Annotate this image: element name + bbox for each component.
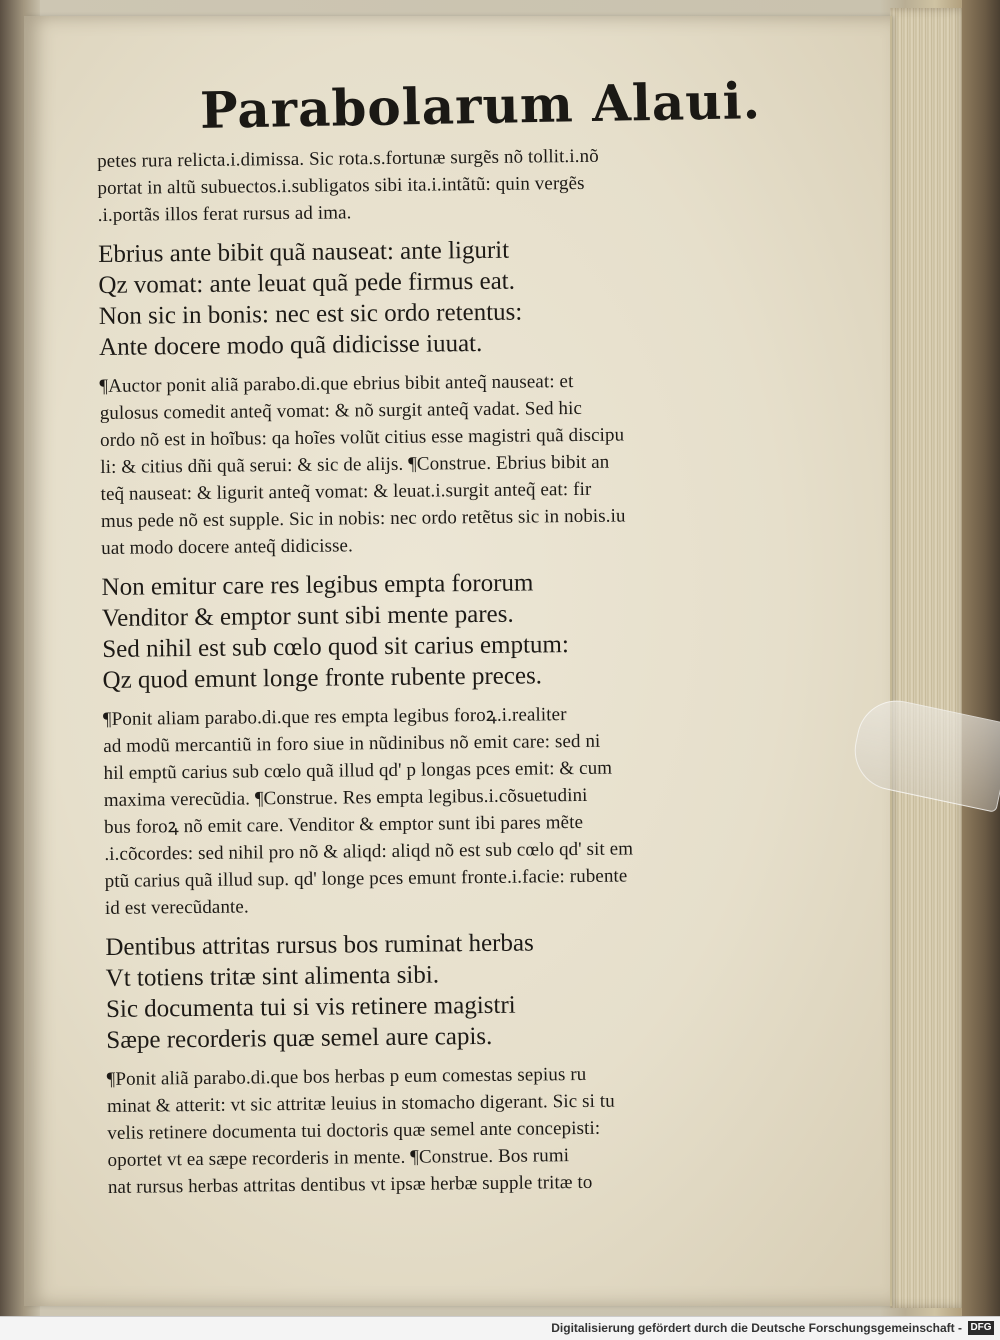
commentary-line: ptũ carius quã illud sup. qd' longe pces emunt fronte.i.facie: rubente [104, 865, 628, 892]
commentary-block [97, 141, 738, 229]
page-title: Parabolarum Alaui. [199, 71, 762, 140]
commentary-line: id est verecũdante. [104, 896, 249, 919]
commentary-block [99, 366, 741, 562]
commentary-line: oportet vt ea sæpe recorderis in mente. ¶Construe. Bos rumi [107, 1145, 570, 1171]
commentary-block [103, 699, 745, 922]
digitization-footer [0, 1316, 1000, 1340]
commentary-line: mus pede nõ est supple. Sic in nobis: nec ordo retẽtus sic in nobis.iu [100, 505, 626, 532]
verse-line: Non emitur care res legibus empta fororum [101, 569, 534, 601]
verse-block [98, 232, 739, 363]
verse-line: Qz vomat: ante leuat quã pede firmus eat. [98, 267, 516, 299]
commentary-line: minat & atterit: vt sic attritæ leuius in stomacho digerant. Sic si tu [106, 1090, 615, 1117]
commentary-block [107, 1059, 748, 1201]
verse-line: Dentibus attritas rursus bos ruminat herbas [105, 929, 534, 961]
commentary-line: portat in altũ subuectos.i.subligatos sibi ita.i.intãtũ: quin vergẽs [97, 172, 585, 199]
page-text [97, 141, 748, 1201]
verse-line: Sed nihil est sub cœlo quod sit carius emptum: [102, 631, 570, 663]
commentary-line: petes rura relicta.i.dimissa. Sic rota.s.fortunæ surgẽs nõ tollit.i.nõ [97, 145, 599, 172]
page-edges [890, 8, 970, 1308]
verse-block [101, 565, 742, 696]
commentary-line: gulosus comedit anteq̃ vomat: & nõ surgit anteq̃ vadat. Sed hic [99, 397, 583, 424]
commentary-line: li: & citius dñi quã serui: & sic de alijs. ¶Construe. Ebrius bibit an [100, 451, 610, 478]
commentary-line: .i.cõcordes: sed nihil pro nõ & aliqd: aliqd nõ est sub cœlo qd' sit em [104, 838, 634, 865]
commentary-line: .i.portãs illos ferat rursus ad ima. [97, 202, 352, 226]
footer-credit: Digitalisierung gefördert durch die Deutsche Forschungsgemeinschaft - [551, 1321, 962, 1335]
verse-line: Qz quod emunt longe fronte rubente preces. [102, 662, 543, 694]
verse-line: Ante docere modo quã didicisse iuuat. [98, 329, 483, 361]
commentary-line: maxima verecũdia. ¶Construe. Res empta legibus.i.cõsuetudini [103, 784, 588, 811]
commentary-line: nat rursus herbas attritas dentibus vt ipsæ herbæ supple tritæ to [107, 1171, 593, 1198]
commentary-line: teq̃ nauseat: & ligurit anteq̃ vomat: & leuat.i.surgit anteq̃ eat: fir [100, 478, 592, 505]
commentary-line: ad modũ mercantiũ in foro siue in nũdinibus nõ emit care: sed ni [103, 730, 601, 757]
verse-line: Venditor & emptor sunt sibi mente pares. [101, 600, 514, 632]
book-cover-edge [962, 0, 1000, 1316]
verse-line: Sæpe recorderis quæ semel aure capis. [106, 1022, 493, 1054]
verse-line: Vt totiens tritæ sint alimenta sibi. [105, 961, 440, 992]
verse-block [105, 925, 746, 1056]
commentary-line: bus foroꝝ nõ emit care. Venditor & emptor sunt ibi pares mẽte [104, 811, 584, 838]
commentary-line: velis retinere documenta tui doctoris quæ semel ante concepisti: [107, 1117, 601, 1144]
verse-line: Ebrius ante bibit quã nauseat: ante ligurit [97, 236, 510, 268]
commentary-line: uat modo docere anteq̃ didicisse. [101, 535, 353, 559]
commentary-line: hil emptũ carius sub cœlo quã illud qd' p longas pces emit: & cum [103, 757, 613, 784]
commentary-line: ordo nõ est in hoĩbus: qa hoĩes volũt citius esse magistri quã discipu [99, 424, 625, 451]
verse-line: Sic documenta tui si vis retinere magistri [105, 991, 516, 1023]
commentary-line: ¶Ponit aliã parabo.di.que bos herbas p eum comestas sepius ru [106, 1063, 587, 1090]
commentary-line: ¶Ponit aliam parabo.di.que res empta legibus foroꝝ.i.realiter [102, 704, 567, 730]
commentary-line: ¶Auctor ponit aliã parabo.di.que ebrius bibit anteq̃ nauseat: et [99, 371, 574, 397]
verse-line: Non sic in bonis: nec est sic ordo retentus: [98, 298, 523, 330]
dfg-logo: DFG [968, 1321, 994, 1335]
